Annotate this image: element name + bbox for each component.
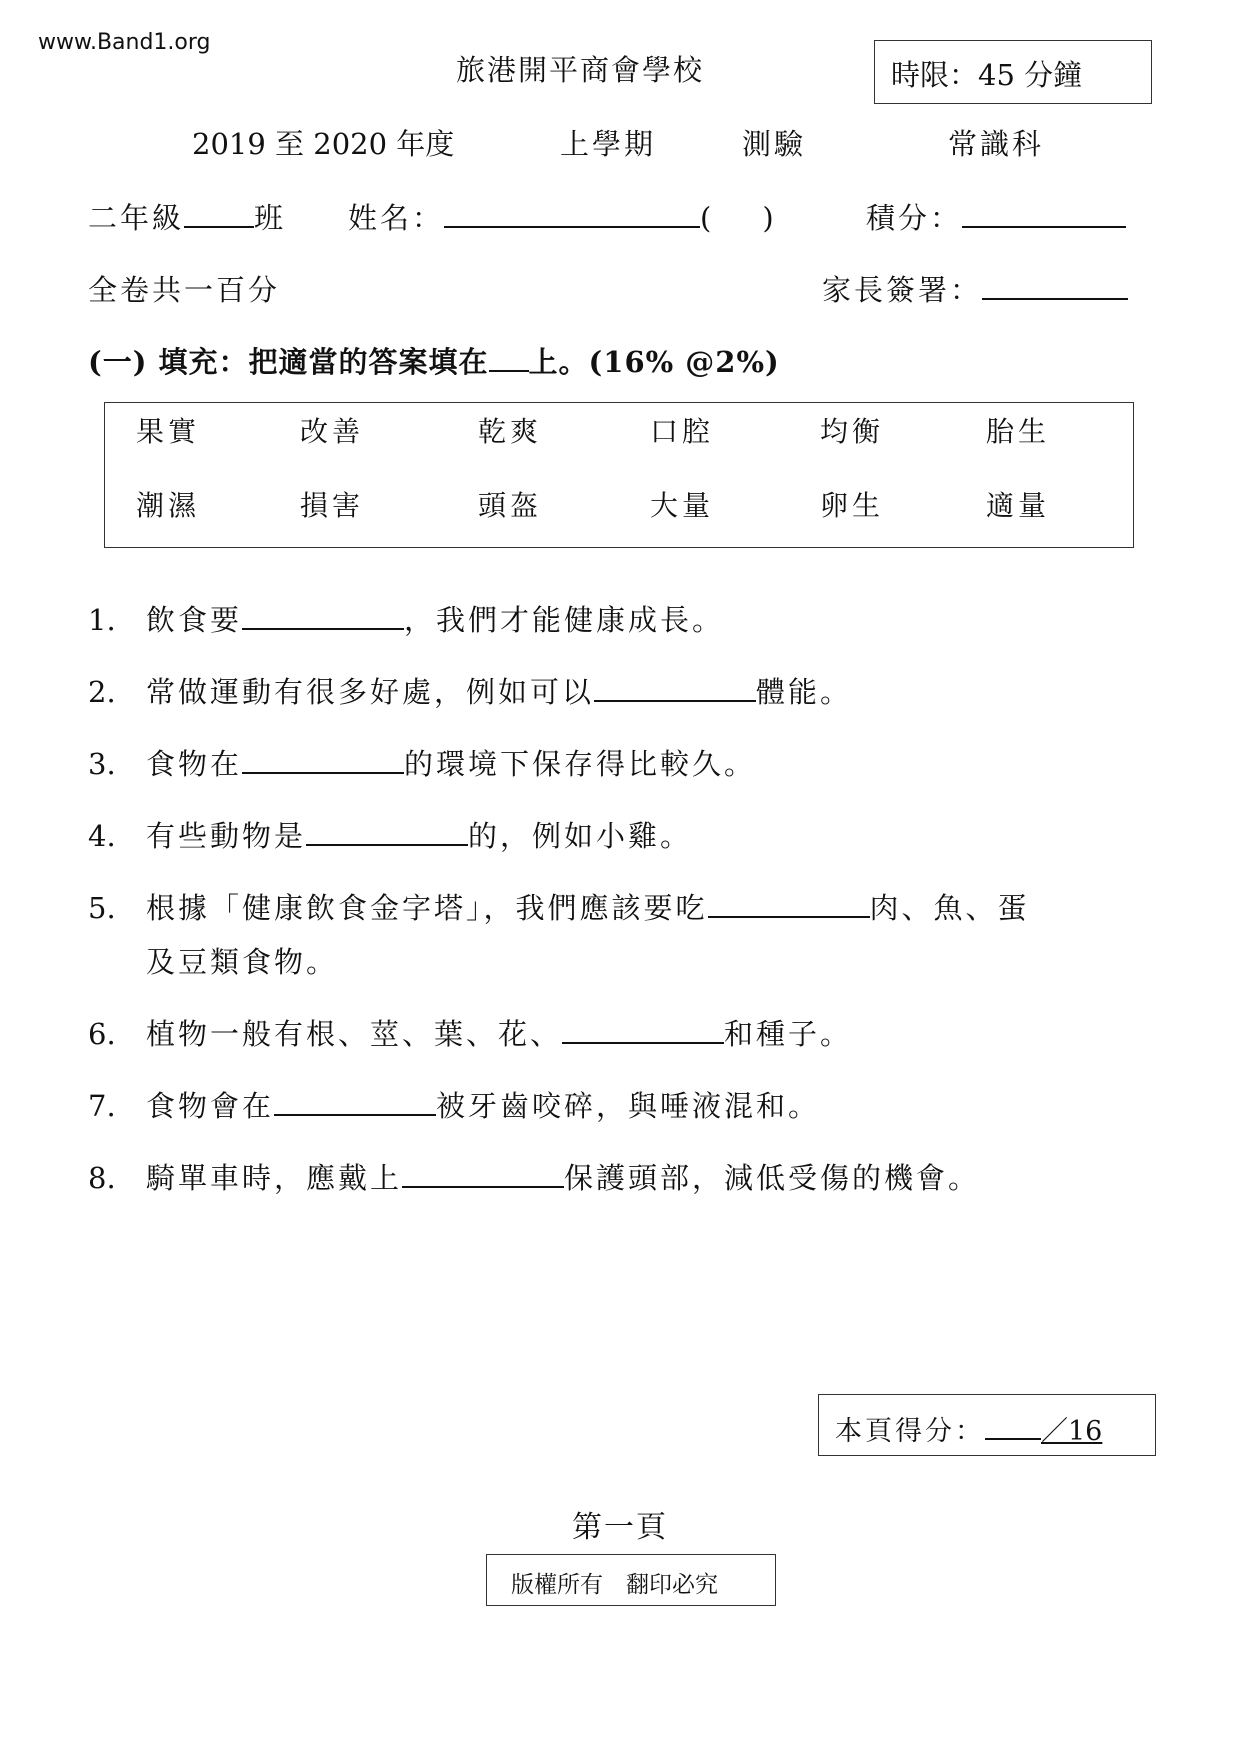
answer-blank[interactable] <box>306 818 468 846</box>
question-text: 食物在 <box>146 747 243 781</box>
question-text: 保護頭部，減低受傷的機會。 <box>564 1161 981 1195</box>
question-number: 8. <box>88 1161 116 1195</box>
page-score-label: 本頁得分： <box>835 1416 985 1447</box>
score-field <box>866 196 1126 237</box>
question-number: 4. <box>88 819 116 853</box>
time-limit: 時限：45 分鐘 <box>891 58 1083 92</box>
question-text: 植物一般有根、莖、葉、花、 <box>146 1017 563 1051</box>
exam-type: 測驗 <box>742 127 807 161</box>
score-blank[interactable] <box>962 200 1126 228</box>
question-number: 5. <box>88 891 116 925</box>
page-score-blank[interactable] <box>985 1414 1041 1440</box>
word-bank-item: 均衡 <box>820 415 885 448</box>
question-1 <box>88 598 724 639</box>
answer-blank[interactable] <box>594 674 756 702</box>
subject: 常識科 <box>948 127 1045 161</box>
word-bank-item: 潮濕 <box>136 489 201 522</box>
class-label: 班 <box>254 201 287 235</box>
question-7 <box>88 1084 820 1125</box>
section-title-part1: (一) 填充：把適當的答案填在 <box>88 345 489 379</box>
question-5-line2: 及豆類食物。 <box>146 945 339 979</box>
question-text: 飲食要 <box>146 603 243 637</box>
school-name: 旅港開平商會學校 <box>456 53 705 87</box>
answer-blank[interactable] <box>274 1088 436 1116</box>
watermark: www.Band1.org <box>38 30 211 55</box>
student-info-line <box>88 196 286 237</box>
question-text: 被牙齒咬碎，與唾液混和。 <box>436 1089 821 1123</box>
question-number: 3. <box>88 747 116 781</box>
question-number: 2. <box>88 675 116 709</box>
word-bank-item: 果實 <box>136 415 201 448</box>
copyright: 版權所有 翻印必究 <box>511 1572 718 1598</box>
question-text: 肉、魚、蛋 <box>869 891 1030 925</box>
word-bank-item: 頭盔 <box>478 489 543 522</box>
question-text: ，我們才能健康成長。 <box>404 603 725 637</box>
question-3 <box>88 742 756 783</box>
question-text: 體能。 <box>756 675 853 709</box>
parent-signature-label: 家長簽署： <box>822 273 983 307</box>
section-title-part2: 上。(16% @2%) <box>528 345 780 379</box>
word-bank-item: 胎生 <box>986 415 1051 448</box>
page-number: 第一頁 <box>572 1510 668 1545</box>
name-field <box>348 196 777 237</box>
answer-blank[interactable] <box>562 1016 724 1044</box>
answer-blank[interactable] <box>708 890 870 918</box>
name-label: 姓名： <box>348 201 445 235</box>
term: 上學期 <box>560 127 657 161</box>
question-6 <box>88 1012 852 1053</box>
word-bank-item: 卵生 <box>820 489 885 522</box>
question-text: 的環境下保存得比較久。 <box>404 747 757 781</box>
question-text: 和種子。 <box>724 1017 853 1051</box>
copyright-box <box>486 1554 776 1606</box>
question-5 <box>88 886 1030 927</box>
class-blank[interactable] <box>184 200 254 228</box>
class-number-open: ( <box>700 201 715 235</box>
question-number: 1. <box>88 603 116 637</box>
score-label: 積分： <box>866 201 963 235</box>
section-title <box>88 340 780 381</box>
school-year: 2019 至 2020 年度 <box>192 127 455 161</box>
page-score-box <box>818 1394 1156 1456</box>
word-bank <box>104 402 1134 548</box>
time-limit-box <box>874 40 1152 104</box>
word-bank-item: 損害 <box>300 489 365 522</box>
parent-signature-blank[interactable] <box>982 272 1128 300</box>
question-text: 根據「健康飲食金字塔」，我們應該要吃 <box>146 891 708 925</box>
question-8 <box>88 1156 980 1197</box>
question-number: 7. <box>88 1089 116 1123</box>
question-2 <box>88 670 852 711</box>
page-score-total: ／16 <box>1041 1416 1103 1447</box>
word-bank-item: 適量 <box>986 489 1051 522</box>
question-text: 食物會在 <box>146 1089 275 1123</box>
question-text: 常做運動有很多好處，例如可以 <box>146 675 595 709</box>
page-score <box>835 1409 1102 1448</box>
word-bank-item: 口腔 <box>650 415 715 448</box>
word-bank-item: 乾爽 <box>478 415 543 448</box>
question-text: 的，例如小雞。 <box>468 819 693 853</box>
total-marks: 全卷共一百分 <box>88 273 281 307</box>
class-number-close: ) <box>762 201 777 235</box>
answer-blank[interactable] <box>242 746 404 774</box>
section-title-blank <box>489 344 529 372</box>
question-number: 6. <box>88 1017 116 1051</box>
word-bank-item: 改善 <box>300 415 365 448</box>
answer-blank[interactable] <box>242 602 404 630</box>
question-text: 騎單車時，應戴上 <box>146 1161 403 1195</box>
parent-signature-field <box>822 268 1128 309</box>
question-4 <box>88 814 692 855</box>
grade-label: 二年級 <box>88 201 185 235</box>
name-blank[interactable] <box>444 200 700 228</box>
word-bank-item: 大量 <box>650 489 715 522</box>
question-text: 有些動物是 <box>146 819 307 853</box>
answer-blank[interactable] <box>402 1160 564 1188</box>
